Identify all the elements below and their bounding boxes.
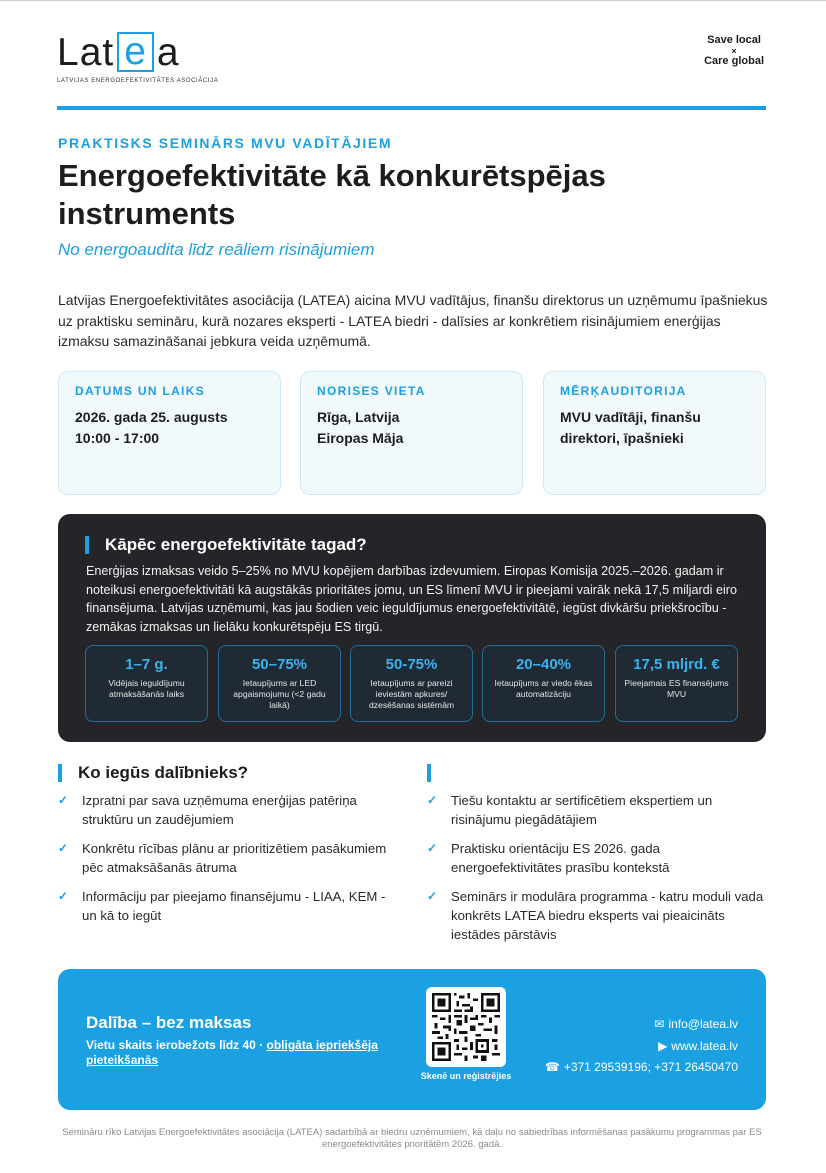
list-item: [58, 839, 398, 877]
contact-info: [545, 1014, 738, 1079]
qr-code-graphic: [432, 993, 500, 1061]
why-now-text: Enerģijas izmaksas veido 5–25% no MVU kopējiem darbības izdevumiem. Eiropas Komisija 2025.–2026. gadam ir noteikusi energoefektivitāti kā augstākās prioritātes jomu, un ES līmenī MVU ir pieejami vairāk nekā 17,5 miljardi eiro finansējuma. Latvijas uzņēmumi, kas jau šodien veic ieguldījumus energoefektivitātē, iegūst divkāršu priekšrocību - zemākas izmaksas un lielāku konkurētspēju ES tirgū.: [86, 564, 737, 634]
phone-text: +371 29539196; +371 26450470: [563, 1060, 738, 1074]
list-item-text: Izpratni par sava uzņēmuma enerģijas patēriņa struktūru un zaudējumiem: [82, 793, 357, 827]
section-accent-bar: [85, 536, 89, 554]
section-accent-bar: [58, 764, 62, 782]
qr-code-icon[interactable]: [426, 987, 506, 1067]
slogan-line-1: Save local: [707, 34, 761, 46]
logo-text-end: a: [156, 30, 180, 74]
contact-email[interactable]: [545, 1014, 738, 1036]
slogan: [704, 35, 764, 67]
list-item-text: Informāciju par pieejamo finansējumu - LIAA, KEM - un kā to iegūt: [82, 889, 386, 923]
stat-value: 50–75%: [251, 656, 308, 673]
info-card-label: NORISES VIETA: [317, 384, 426, 398]
stat-card: [350, 645, 473, 722]
stat-card: [615, 645, 738, 722]
cta-seats-text: Vietu skaits ierobežots līdz 40 ·: [86, 1038, 267, 1052]
why-now-panel: [58, 514, 766, 742]
list-item-text: Tiešu kontaktu ar sertificētiem ekspertiem un risinājumu piegādātājiem: [451, 793, 713, 827]
info-card-location: [300, 371, 523, 495]
check-icon: ✓: [427, 889, 438, 903]
info-card-date: [58, 371, 281, 495]
kicker: PRAKTISKS SEMINĀRS MVU VADĪTĀJIEM: [58, 135, 393, 151]
info-card-value: [317, 407, 506, 448]
top-divider: [0, 0, 826, 1]
info-card-line: direktori, īpašnieki: [560, 429, 684, 446]
info-card-value: [75, 407, 264, 448]
logo-text-start: Lat: [57, 30, 115, 74]
info-card-line: 10:00 - 17:00: [75, 429, 160, 446]
registration-link[interactable]: obligāta iepriekšēja pieteikšanās: [86, 1038, 378, 1067]
info-card-line: Eiropas Māja: [317, 429, 404, 446]
check-icon: ✓: [58, 841, 69, 855]
page-subtitle: No energoaudita līdz reāliem risinājumiem: [58, 240, 375, 259]
section-accent-bar: [427, 764, 431, 782]
check-icon: ✓: [427, 841, 438, 855]
website-text: www.latea.lv: [671, 1038, 738, 1053]
info-card-label: MĒRĶAUDITORIJA: [560, 384, 687, 398]
qr-label: Skenē un reģistrējies: [420, 1071, 512, 1081]
list-item: [58, 791, 398, 829]
contact-website[interactable]: [545, 1036, 738, 1058]
contact-phone[interactable]: [545, 1057, 738, 1079]
stat-value: 50-75%: [385, 656, 438, 673]
website-arrow-icon: ▶: [658, 1038, 668, 1053]
list-item-text: Seminārs ir modulāra programma - katru moduli vada konkrēts LATEA biedru eksperts vai pieaicināts iestādes pārstāvis: [451, 889, 764, 942]
info-card-audience: [543, 371, 766, 495]
footer-note: Semināru rīko Latvijas Energoefektivitātes asociācija (LATEA) sadarbībā ar biedru uzņēmumiem, kā daļu no sabiedrības informēšanas pasākumu programmas par ES energoefektivitātes prioritātēm 2026. gadā.: [62, 1127, 762, 1150]
intro-paragraph: Latvijas Energoefektivitātes asociācija (LATEA) aicina MVU vadītājus, finanšu direktorus un uzņēmumu īpašniekus uz praktisku semināru, kurā nozares eksperti - LATEA biedri - dalīsies ar konkrētiem risinājumiem enerģijas izmaksu samazināšanai jebkura veida uzņēmumā.: [58, 292, 768, 349]
info-card-value: [560, 407, 749, 448]
stat-description: Ietaupījums ar LED apgaismojumu (<2 gadu laikā): [233, 678, 326, 710]
info-card-line: Rīga, Latvija: [317, 409, 400, 425]
list-item-text: Praktisku orientāciju ES 2026. gada energoefektivitātes prasību kontekstā: [451, 841, 670, 875]
stat-card: [85, 645, 208, 722]
logo-wordmark: [57, 32, 218, 72]
check-icon: ✓: [58, 793, 69, 807]
registration-panel: [58, 969, 766, 1110]
check-icon: ✓: [427, 793, 438, 807]
stat-value: 20–40%: [515, 656, 572, 673]
stat-description: Vidējais ieguldījumu atmaksāšanās laiks: [108, 678, 185, 699]
logo-subtitle: LATVIJAS ENERGOEFEKTIVITĀTES ASOCIĀCIJA: [57, 78, 219, 84]
logo-boxed-letter: e: [117, 32, 154, 72]
slogan-separator: ×: [731, 46, 737, 56]
info-card-label: DATUMS UN LAIKS: [75, 384, 205, 398]
header-rule: [57, 106, 766, 110]
info-card-line: 2026. gada 25. augusts: [75, 409, 228, 425]
page-title: Energoefektivitāte kā konkurētspējas instruments: [58, 158, 606, 231]
phone-icon: ☎: [544, 1060, 560, 1074]
list-item: [427, 887, 767, 944]
slogan-line-2: Care global: [704, 55, 764, 67]
stat-card: [482, 645, 605, 722]
latea-logo: [57, 32, 218, 84]
stat-description: Ietaupījums ar pareizi ieviestām apkures/ dzesēšanas sistēmām: [368, 678, 455, 710]
cta-title: Dalība – bez maksas: [86, 1013, 252, 1032]
stat-description: Pieejamais ES finansējums MVU: [624, 678, 729, 699]
list-item-text: Konkrētu rīcības plānu ar prioritizētiem pasākumiem pēc atmaksāšanās ātruma: [82, 841, 387, 875]
info-card-line: MVU vadītāji, finanšu: [560, 409, 701, 425]
stat-description: Ietaupījums ar viedo ēkas automatizāciju: [494, 678, 593, 699]
email-icon: ✉: [654, 1017, 665, 1031]
list-item: [427, 839, 767, 877]
why-now-title: Kāpēc energoefektivitāte tagad?: [105, 535, 367, 554]
benefits-list-left: [58, 791, 398, 935]
list-item: [427, 791, 767, 829]
stat-card: [218, 645, 341, 722]
email-text: info@latea.lv: [668, 1017, 738, 1031]
check-icon: ✓: [58, 889, 69, 903]
stat-value: 1–7 g.: [125, 656, 168, 673]
benefits-list-right: [427, 791, 767, 954]
cta-text: [86, 1038, 386, 1068]
benefits-title: Ko iegūs dalībnieks?: [78, 763, 249, 782]
stat-value: 17,5 mljrd. €: [633, 656, 720, 673]
list-item: [58, 887, 398, 925]
